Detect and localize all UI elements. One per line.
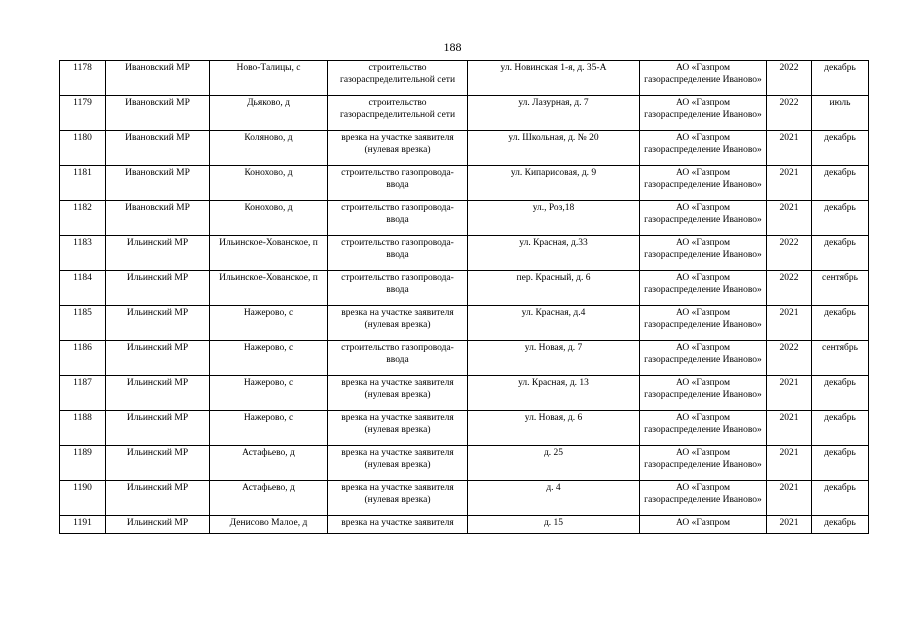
district-cell: Ивановский МР [106,131,210,166]
district-cell: Ильинский МР [106,271,210,306]
address-cell: ул., Роз,18 [468,201,640,236]
row-number-cell: 1186 [60,341,106,376]
organization-cell: АО «Газпром газораспределение Иваново» [640,271,767,306]
organization-cell: АО «Газпром газораспределение Иваново» [640,411,767,446]
district-cell: Ильинский МР [106,306,210,341]
district-cell: Ильинский МР [106,446,210,481]
address-cell: ул. Кипарисовая, д. 9 [468,166,640,201]
work-type-cell: врезка на участке заявителя (нулевая врезка) [328,411,468,446]
month-cell: декабрь [812,131,869,166]
row-number-cell: 1184 [60,271,106,306]
table-row [60,411,869,446]
year-cell: 2021 [767,131,812,166]
settlement-cell: Нажерово, с [210,341,328,376]
work-type-cell: врезка на участке заявителя (нулевая врезка) [328,376,468,411]
table-row [60,376,869,411]
settlement-cell: Ильинское-Хованское, п [210,271,328,306]
year-cell: 2021 [767,376,812,411]
table-row [60,131,869,166]
organization-cell: АО «Газпром газораспределение Иваново» [640,376,767,411]
organization-cell: АО «Газпром газораспределение Иваново» [640,61,767,96]
year-cell: 2022 [767,236,812,271]
month-cell: декабрь [812,306,869,341]
table-row [60,96,869,131]
settlement-cell: Астафьево, д [210,446,328,481]
work-type-cell: строительство газопровода-ввода [328,201,468,236]
district-cell: Ильинский МР [106,376,210,411]
address-cell: ул. Новая, д. 7 [468,341,640,376]
settlement-cell: Ильинское-Хованское, п [210,236,328,271]
address-cell: ул. Лазурная, д. 7 [468,96,640,131]
table-row [60,271,869,306]
month-cell: декабрь [812,376,869,411]
address-cell: д. 15 [468,516,640,534]
month-cell: июль [812,96,869,131]
organization-cell: АО «Газпром газораспределение Иваново» [640,306,767,341]
work-type-cell: строительство газораспределительной сети [328,96,468,131]
settlement-cell: Дьяково, д [210,96,328,131]
district-cell: Ильинский МР [106,481,210,516]
year-cell: 2021 [767,306,812,341]
work-type-cell: строительство газораспределительной сети [328,61,468,96]
row-number-cell: 1185 [60,306,106,341]
district-cell: Ивановский МР [106,61,210,96]
year-cell: 2021 [767,516,812,534]
table-row [60,306,869,341]
district-cell: Ильинский МР [106,236,210,271]
page-number: 188 [443,40,462,54]
month-cell: декабрь [812,201,869,236]
organization-cell: АО «Газпром газораспределение Иваново» [640,131,767,166]
month-cell: сентябрь [812,341,869,376]
organization-cell: АО «Газпром газораспределение Иваново» [640,236,767,271]
settlement-cell: Нажерово, с [210,376,328,411]
district-cell: Ивановский МР [106,96,210,131]
row-number-cell: 1191 [60,516,106,534]
work-type-cell: строительство газопровода-ввода [328,341,468,376]
organization-cell: АО «Газпром [640,516,767,534]
month-cell: декабрь [812,61,869,96]
organization-cell: АО «Газпром газораспределение Иваново» [640,481,767,516]
table-row [60,516,869,534]
organization-cell: АО «Газпром газораспределение Иваново» [640,166,767,201]
organization-cell: АО «Газпром газораспределение Иваново» [640,201,767,236]
row-number-cell: 1183 [60,236,106,271]
work-type-cell: строительство газопровода-ввода [328,236,468,271]
work-type-cell: врезка на участке заявителя (нулевая врезка) [328,446,468,481]
work-type-cell: врезка на участке заявителя (нулевая врезка) [328,131,468,166]
settlement-cell: Денисово Малое, д [210,516,328,534]
year-cell: 2021 [767,411,812,446]
table-row [60,446,869,481]
address-cell: пер. Красный, д. 6 [468,271,640,306]
row-number-cell: 1189 [60,446,106,481]
address-cell: ул. Школьная, д. № 20 [468,131,640,166]
gas-connection-table [59,60,869,534]
work-type-cell: строительство газопровода-ввода [328,271,468,306]
month-cell: декабрь [812,446,869,481]
year-cell: 2022 [767,61,812,96]
settlement-cell: Конохово, д [210,166,328,201]
district-cell: Ивановский МР [106,166,210,201]
month-cell: сентябрь [812,271,869,306]
table-body [60,61,869,534]
table-row [60,61,869,96]
row-number-cell: 1182 [60,201,106,236]
address-cell: ул. Красная, д.4 [468,306,640,341]
settlement-cell: Конохово, д [210,201,328,236]
table-row [60,201,869,236]
settlement-cell: Нажерово, с [210,306,328,341]
settlement-cell: Астафьево, д [210,481,328,516]
organization-cell: АО «Газпром газораспределение Иваново» [640,341,767,376]
settlement-cell: Ново-Талицы, с [210,61,328,96]
table-row [60,166,869,201]
district-cell: Ивановский МР [106,201,210,236]
address-cell: ул. Новая, д. 6 [468,411,640,446]
district-cell: Ильинский МР [106,411,210,446]
organization-cell: АО «Газпром газораспределение Иваново» [640,446,767,481]
month-cell: декабрь [812,481,869,516]
table-row [60,236,869,271]
month-cell: декабрь [812,236,869,271]
year-cell: 2022 [767,271,812,306]
year-cell: 2021 [767,166,812,201]
row-number-cell: 1178 [60,61,106,96]
settlement-cell: Коляново, д [210,131,328,166]
year-cell: 2021 [767,201,812,236]
month-cell: декабрь [812,166,869,201]
table-row [60,341,869,376]
row-number-cell: 1187 [60,376,106,411]
settlement-cell: Нажерово, с [210,411,328,446]
district-cell: Ильинский МР [106,341,210,376]
district-cell: Ильинский МР [106,516,210,534]
address-cell: ул. Красная, д. 13 [468,376,640,411]
row-number-cell: 1181 [60,166,106,201]
year-cell: 2022 [767,341,812,376]
address-cell: д. 25 [468,446,640,481]
month-cell: декабрь [812,411,869,446]
address-cell: ул. Красная, д.33 [468,236,640,271]
address-cell: ул. Новинская 1-я, д. 35-А [468,61,640,96]
row-number-cell: 1180 [60,131,106,166]
month-cell: декабрь [812,516,869,534]
work-type-cell: врезка на участке заявителя (нулевая врезка) [328,306,468,341]
row-number-cell: 1179 [60,96,106,131]
address-cell: д. 4 [468,481,640,516]
year-cell: 2022 [767,96,812,131]
work-type-cell: врезка на участке заявителя [328,516,468,534]
organization-cell: АО «Газпром газораспределение Иваново» [640,96,767,131]
year-cell: 2021 [767,446,812,481]
work-type-cell: строительство газопровода-ввода [328,166,468,201]
row-number-cell: 1188 [60,411,106,446]
row-number-cell: 1190 [60,481,106,516]
work-type-cell: врезка на участке заявителя (нулевая врезка) [328,481,468,516]
table-row [60,481,869,516]
year-cell: 2021 [767,481,812,516]
